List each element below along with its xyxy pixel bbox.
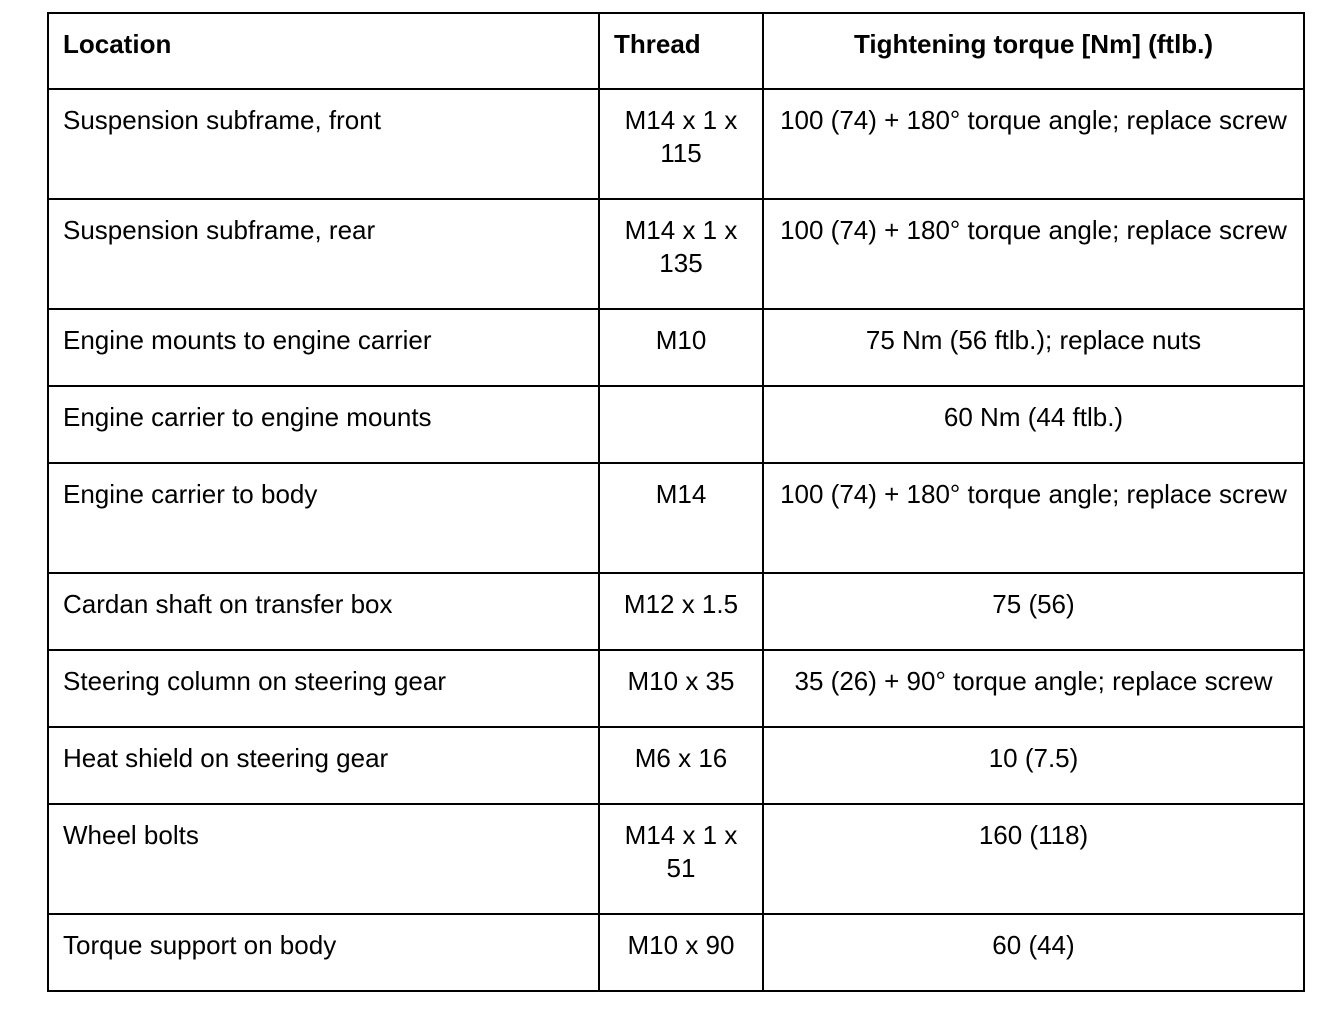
cell-thread: M14 x 1 x 51: [599, 804, 763, 914]
cell-thread: M14: [599, 463, 763, 573]
cell-thread: M10: [599, 309, 763, 386]
cell-torque: 35 (26) + 90° torque angle; replace screw: [763, 650, 1304, 727]
torque-specification-table: [47, 12, 1305, 992]
cell-thread: M14 x 1 x 135: [599, 199, 763, 309]
cell-torque: 75 Nm (56 ftlb.); replace nuts: [763, 309, 1304, 386]
column-header-torque: Tightening torque [Nm] (ftlb.): [763, 13, 1304, 89]
column-header-thread: Thread: [599, 13, 763, 89]
cell-location: Torque support on body: [48, 914, 599, 991]
table-row: [48, 804, 1304, 914]
cell-torque: 75 (56): [763, 573, 1304, 650]
cell-torque: 100 (74) + 180° torque angle; replace screw: [763, 89, 1304, 199]
cell-location: Wheel bolts: [48, 804, 599, 914]
table-row: [48, 199, 1304, 309]
cell-location: Engine carrier to engine mounts: [48, 386, 599, 463]
column-header-location: Location: [48, 13, 599, 89]
table-row: [48, 650, 1304, 727]
cell-thread: M14 x 1 x 115: [599, 89, 763, 199]
cell-location: Engine carrier to body: [48, 463, 599, 573]
cell-thread: M10 x 90: [599, 914, 763, 991]
table-row: [48, 89, 1304, 199]
cell-torque: 60 (44): [763, 914, 1304, 991]
cell-location: Steering column on steering gear: [48, 650, 599, 727]
table-row: [48, 309, 1304, 386]
cell-torque: 100 (74) + 180° torque angle; replace screw: [763, 463, 1304, 573]
cell-torque: 10 (7.5): [763, 727, 1304, 804]
cell-location: Suspension subframe, front: [48, 89, 599, 199]
cell-thread: M12 x 1.5: [599, 573, 763, 650]
table-row: [48, 573, 1304, 650]
cell-torque: 100 (74) + 180° torque angle; replace screw: [763, 199, 1304, 309]
table-row: [48, 914, 1304, 991]
cell-location: Suspension subframe, rear: [48, 199, 599, 309]
cell-thread: M10 x 35: [599, 650, 763, 727]
table-row: [48, 463, 1304, 573]
table-row: [48, 727, 1304, 804]
table-header-row: [48, 13, 1304, 89]
cell-location: Heat shield on steering gear: [48, 727, 599, 804]
cell-location: Engine mounts to engine carrier: [48, 309, 599, 386]
cell-location: Cardan shaft on transfer box: [48, 573, 599, 650]
table-row: [48, 386, 1304, 463]
cell-thread: [599, 386, 763, 463]
cell-thread: M6 x 16: [599, 727, 763, 804]
cell-torque: 60 Nm (44 ftlb.): [763, 386, 1304, 463]
cell-torque: 160 (118): [763, 804, 1304, 914]
